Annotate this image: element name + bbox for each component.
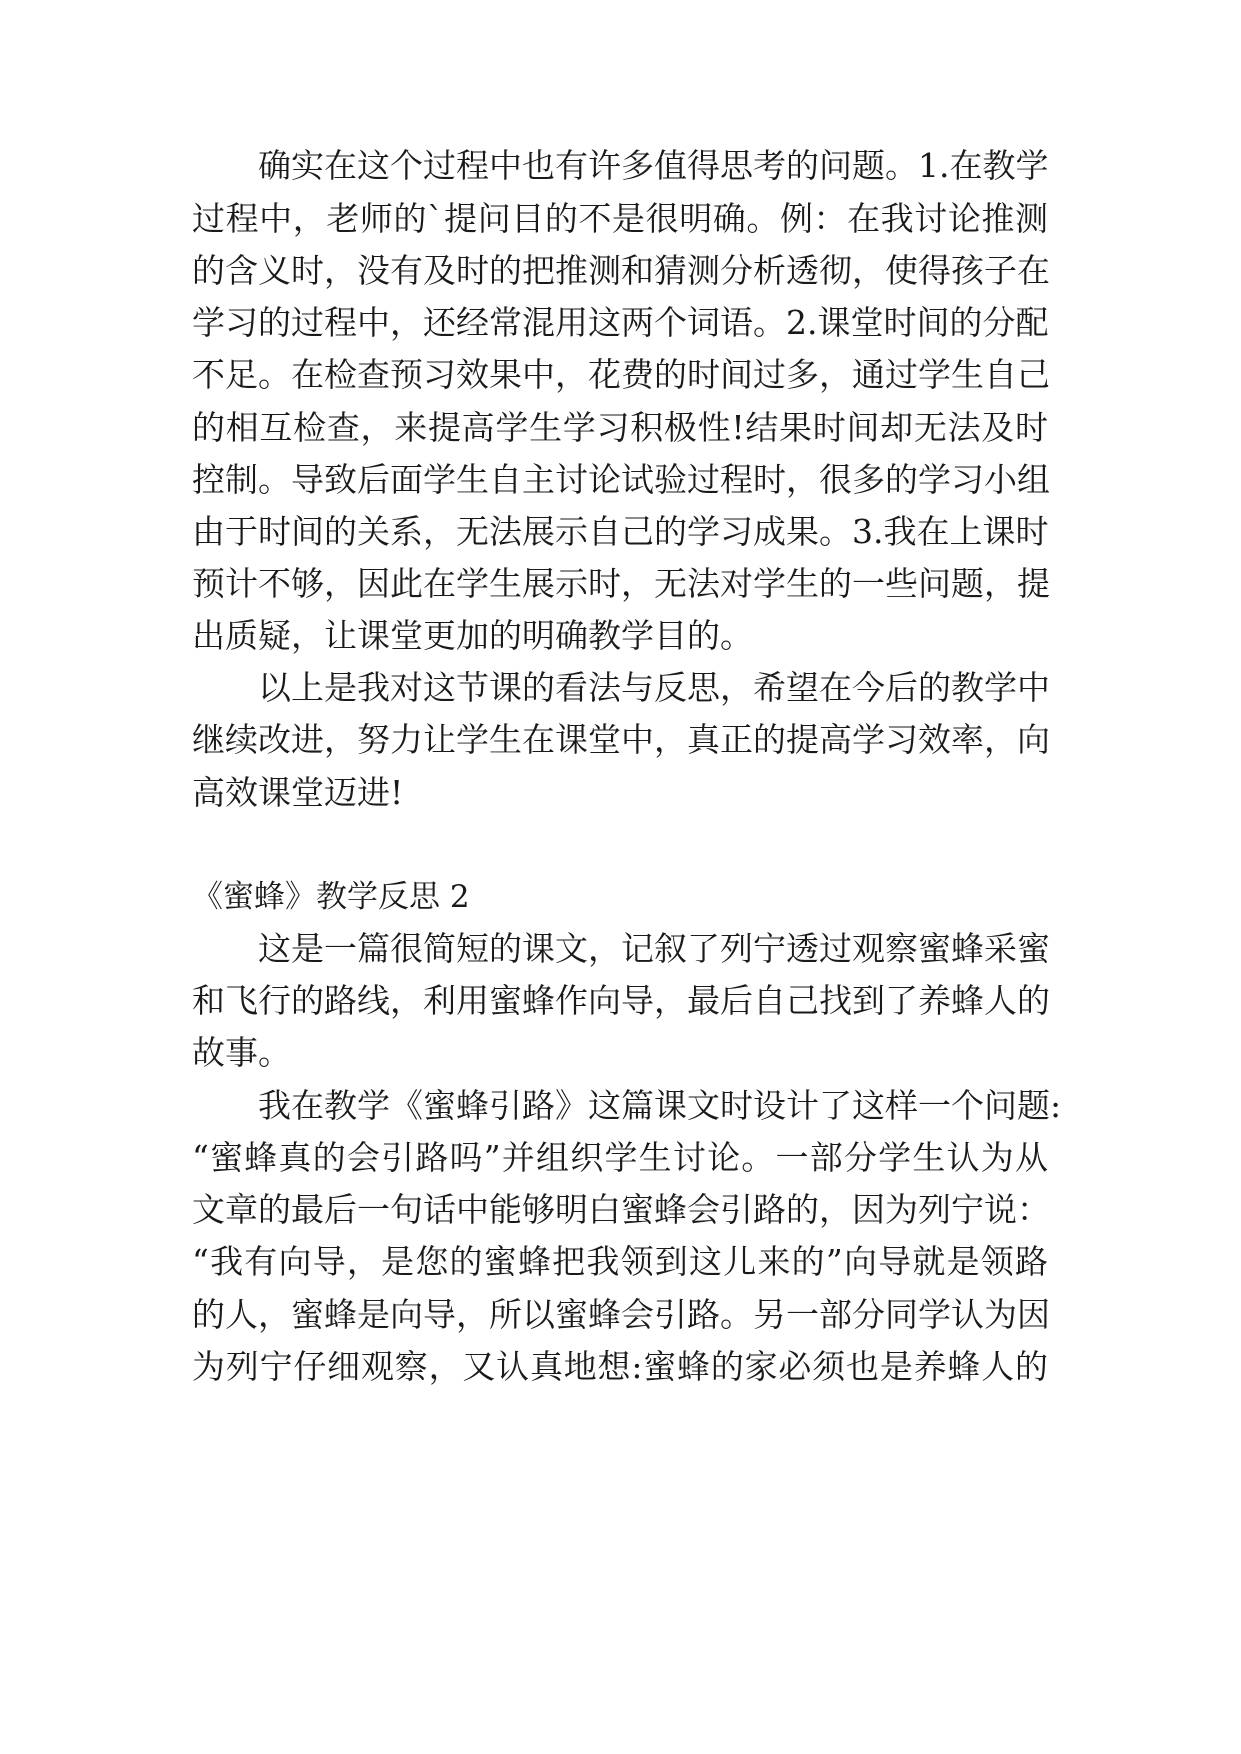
- paragraph-1-line-3: 的含义时，没有及时的把推测和猜测分析透彻，使得孩子在: [192, 251, 1050, 290]
- paragraph-2-line-2: 继续改进，努力让学生在课堂中，真正的提高学习效率，向: [192, 720, 1050, 759]
- paragraph-1-line-5: 不足。在检查预习效果中，花费的时间过多，通过学生自己: [192, 355, 1050, 394]
- section-paragraph-2-line-5: 的人，蜜蜂是向导，所以蜜蜂会引路。另一部分同学认为因: [192, 1295, 1050, 1334]
- section-paragraph-2-line-1: 我在教学《蜜蜂引路》这篇课文时设计了这样一个问题:: [258, 1086, 1062, 1125]
- section-paragraph-2-line-3: 文章的最后一句话中能够明白蜜蜂会引路的，因为列宁说：: [192, 1190, 1050, 1229]
- paragraph-1-line-1: 确实在这个过程中也有许多值得思考的问题。1.在教学: [258, 146, 1049, 185]
- paragraph-1-line-7: 控制。导致后面学生自主讨论试验过程时，很多的学习小组: [192, 460, 1050, 499]
- paragraph-1-line-2: 过程中，老师的`提问目的不是很明确。例：在我讨论推测: [192, 199, 1048, 238]
- paragraph-1-line-9: 预计不够，因此在学生展示时，无法对学生的一些问题，提: [192, 564, 1050, 603]
- paragraph-2-line-3: 高效课堂迈进!: [192, 773, 404, 812]
- section-paragraph-1-line-2: 和飞行的路线，利用蜜蜂作向导，最后自己找到了养蜂人的: [192, 981, 1050, 1020]
- section-paragraph-2-line-6: 为列宁仔细观察，又认真地想:蜜蜂的家必须也是养蜂人的: [192, 1347, 1048, 1386]
- section-paragraph-1-line-1: 这是一篇很简短的课文，记叙了列宁透过观察蜜蜂采蜜: [258, 929, 1050, 968]
- paragraph-1-line-6: 的相互检查，来提高学生学习积极性!结果时间却无法及时: [192, 408, 1048, 447]
- section-paragraph-2-line-2: “蜜蜂真的会引路吗”并组织学生讨论。一部分学生认为从: [192, 1138, 1048, 1177]
- paragraph-1-line-10: 出质疑，让课堂更加的明确教学目的。: [192, 616, 753, 655]
- paragraph-1-line-8: 由于时间的关系，无法展示自己的学习成果。3.我在上课时: [192, 512, 1049, 551]
- section-title: 《蜜蜂》教学反思 2: [192, 879, 470, 915]
- paragraph-1-line-4: 学习的过程中，还经常混用这两个词语。2.课堂时间的分配: [192, 303, 1049, 342]
- section-paragraph-2-line-4: “我有向导，是您的蜜蜂把我领到这儿来的”向导就是领路: [192, 1242, 1048, 1281]
- paragraph-2-line-1: 以上是我对这节课的看法与反思，希望在今后的教学中: [258, 668, 1050, 707]
- section-paragraph-1-line-3: 故事。: [192, 1033, 291, 1072]
